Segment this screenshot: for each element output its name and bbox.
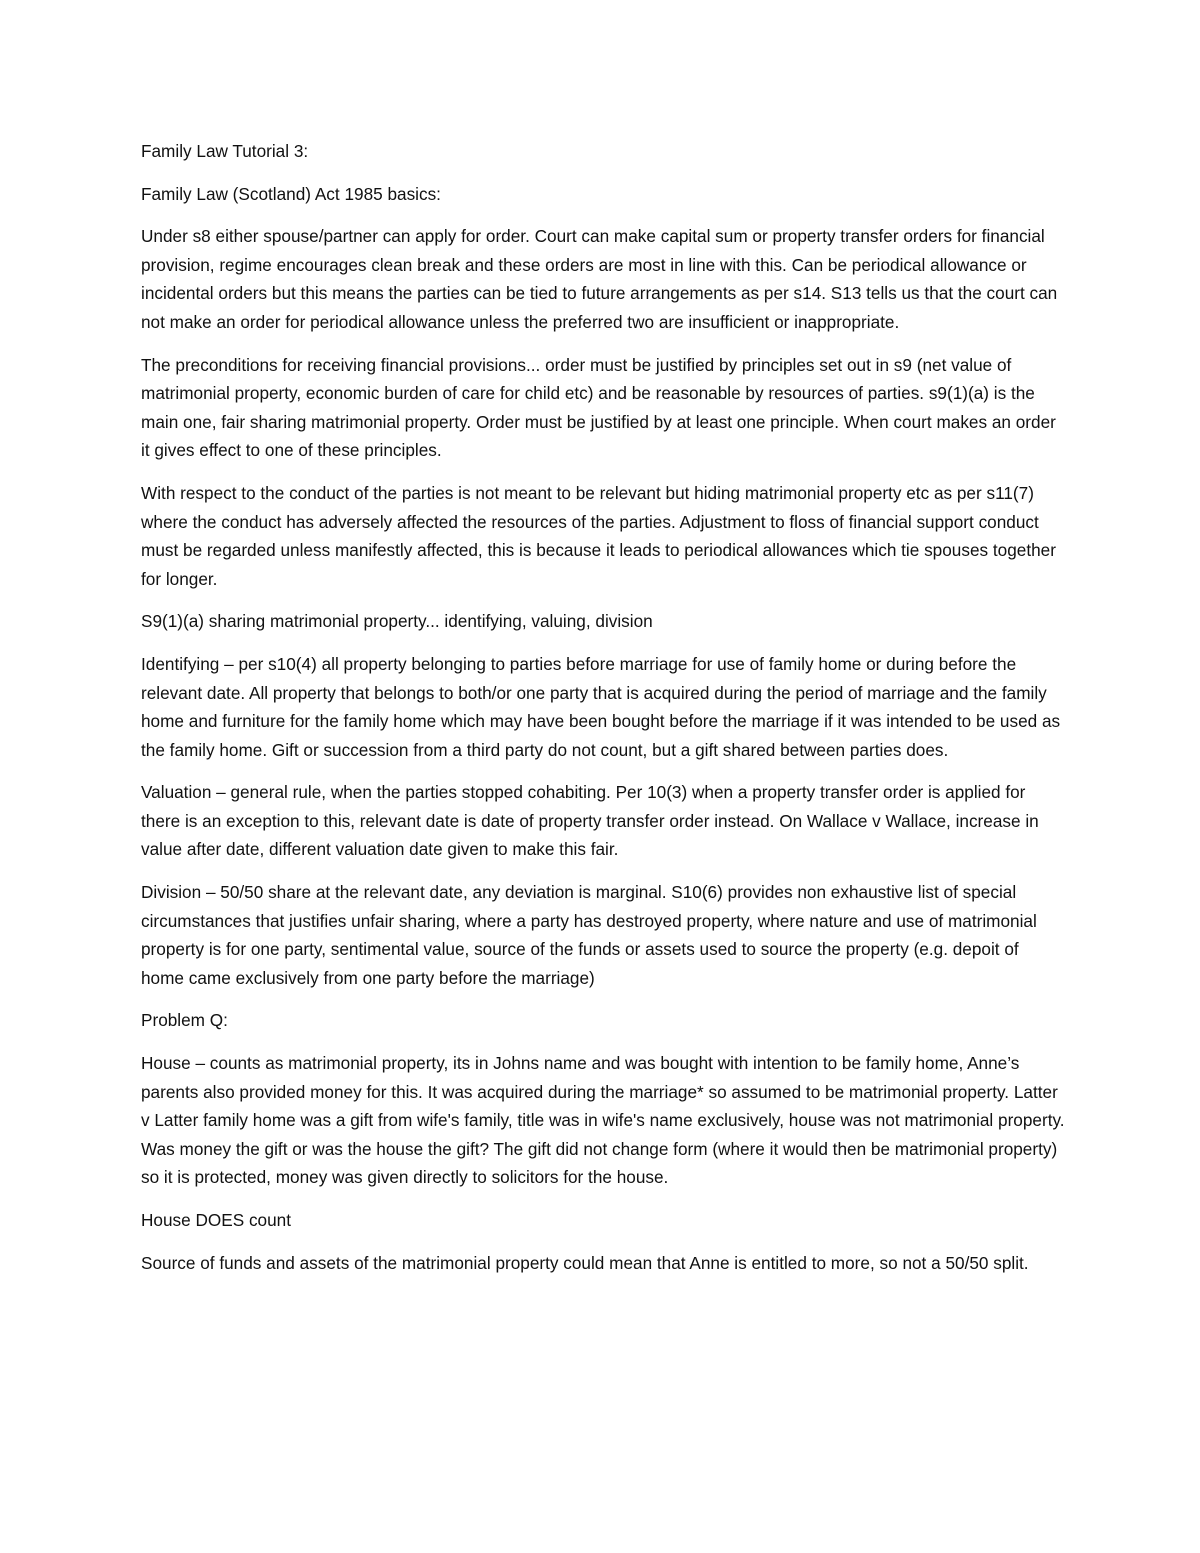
paragraph-source-of-funds: Source of funds and assets of the matrimonial property could mean that Anne is entitled to more, so not a 50/50 split. <box>141 1252 1029 1273</box>
paragraph-preconditions: The preconditions for receiving financial provisions... order must be justified by principles set out in s9 (net value of matrimonial property, economic burden of care for child etc) and be reasonable by resources of parties. s9(1)(a) is the main one, fair sharing matrimonial property. Order must be justified by at least one principle. When court makes an order it gives effect to one of these principles. <box>141 354 1056 461</box>
section-heading-act-basics: Family Law (Scotland) Act 1985 basics: <box>141 183 441 204</box>
document-page <box>141 137 1066 1291</box>
paragraph-orders: Under s8 either spouse/partner can apply for order. Court can make capital sum or property transfer orders for financial provision, regime encourages clean break and these orders are most in line with this. Can be periodical allowance or incidental orders but this means the parties can be tied to future arrangements as per s14. S13 tells us that the court can not make an order for periodical allowance unless the preferred two are insufficient or inappropriate. <box>141 226 1058 332</box>
paragraph-identifying: Identifying – per s10(4) all property belonging to parties before marriage for use of family home or during before the relevant date. All property that belongs to both/or one party that is acquired during the period of marriage and the family home and furniture for the family home which may have been bought before the marriage if it was intended to be used as the family home. Gift or succession from a third party do not count, but a gift shared between parties does. <box>141 653 1061 760</box>
paragraph-division: Division – 50/50 share at the relevant date, any deviation is marginal. S10(6) provides non exhaustive list of special circumstances that justifies unfair sharing, where a party has destroyed property, where nature and use of matrimonial property is for one party, sentimental value, source of the funds or assets used to source the property (e.g. depoit of home came exclusively from one party before the marriage) <box>141 882 1037 988</box>
section-heading-sharing: S9(1)(a) sharing matrimonial property... identifying, valuing, division <box>141 611 653 632</box>
paragraph-valuation: Valuation – general rule, when the parties stopped cohabiting. Per 10(3) when a property transfer order is applied for there is an exception to this, relevant date is date of property transfer order instead. On Wallace v Wallace, increase in value after date, different valuation date given to make this fair. <box>141 782 1039 860</box>
section-heading-problem: Problem Q: <box>141 1010 228 1031</box>
paragraph-house: House – counts as matrimonial property, its in Johns name and was bought with intention to be family home, Anne’s parents also provided money for this. It was acquired during the marriage* so assumed to be matrimonial property. Latter v Latter family home was a gift from wife's family, title was in wife's name exclusively, house was not matrimonial property. Was money the gift or was the house the gift? The gift did not change form (where it would then be matrimonial property) so it is protected, money was given directly to solicitors for the house. <box>141 1053 1065 1188</box>
paragraph-conduct: With respect to the conduct of the parties is not meant to be relevant but hiding matrimonial property etc as per s11(7) where the conduct has adversely affected the resources of the parties. Adjustment to floss of financial support conduct must be regarded unless manifestly affected, this is because it leads to periodical allowances which tie spouses together for longer. <box>141 482 1056 589</box>
paragraph-house-counts: House DOES count <box>141 1210 291 1230</box>
document-title: Family Law Tutorial 3: <box>141 141 309 161</box>
